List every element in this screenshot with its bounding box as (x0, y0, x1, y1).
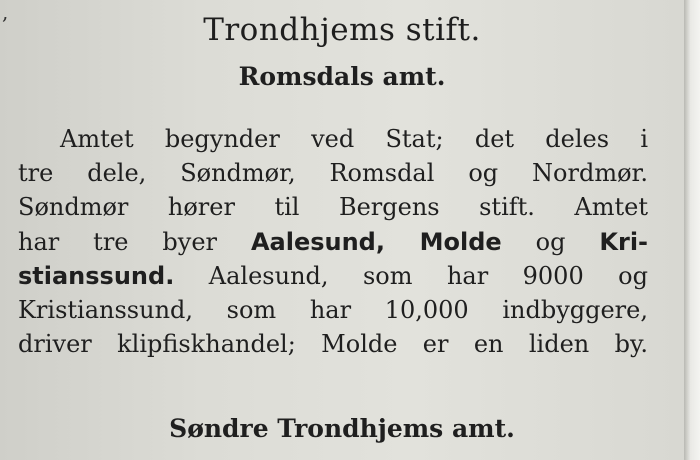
paragraph-line-6: Kristianssund, som har 10,000 indbyggere, (18, 296, 648, 325)
paragraph-line-3: Søndmør hører til Bergens stift. Amtet (18, 193, 648, 222)
section-subtitle: Romsdals amt. (238, 62, 446, 91)
next-section-heading: Søndre Trondhjems amt. (169, 414, 515, 443)
bold-town-end: stianssund. (18, 261, 175, 290)
paragraph (18, 122, 648, 361)
margin-mark: , (2, 0, 9, 24)
line5-text-b: Aalesund, som har 9000 og (174, 261, 648, 290)
paragraph-line-7: driver klipfiskhandel; Molde er en liden by. (18, 330, 648, 359)
page-edge (684, 0, 700, 460)
paragraph-line-1: Amtet begynder ved Stat; det deles i (60, 125, 648, 153)
paragraph-line-2: tre dele, Søndmør, Romsdal og Nordmør. (18, 159, 648, 188)
paragraph-line-4 (18, 225, 648, 259)
paragraph-line-5 (18, 259, 648, 293)
page-title: Trondhjems stift. (203, 12, 481, 48)
bold-town-start: Kri- (599, 227, 649, 256)
line4-text-c: og (501, 227, 600, 256)
line4-text-a: har tre byer (18, 227, 251, 256)
bold-town-names: Aalesund, Molde (250, 227, 502, 256)
